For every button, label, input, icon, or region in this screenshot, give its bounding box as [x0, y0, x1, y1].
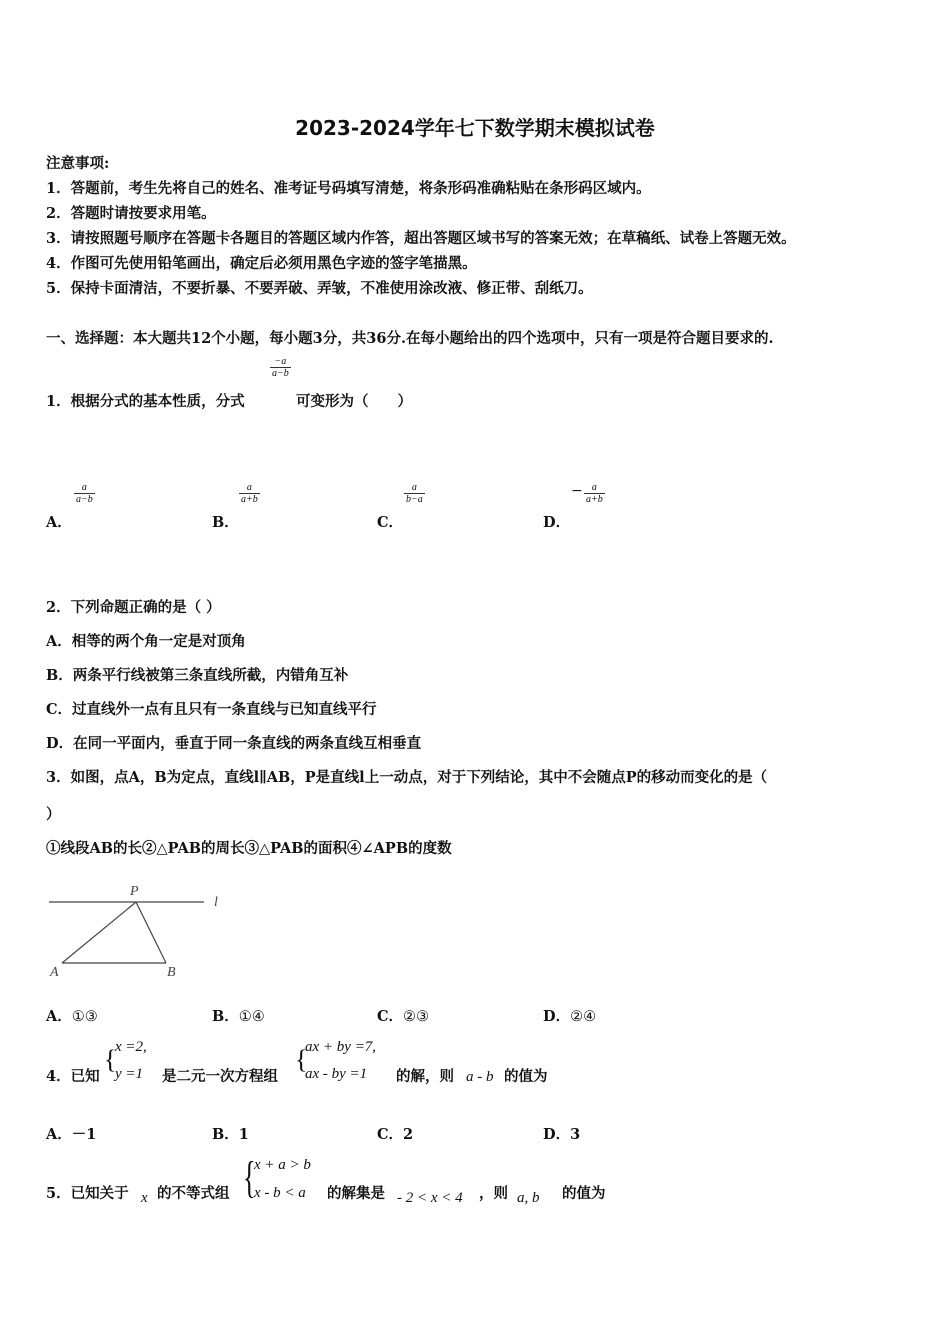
notice-item: 4．作图可先使用铅笔画出，确定后必须用黑色字迹的签字笔描黑。: [46, 255, 477, 272]
q1-option-c-fraction: a b−a: [406, 482, 423, 505]
segment-bp: [136, 902, 166, 963]
q5-system-line-2: x - b < a: [254, 1185, 306, 1201]
question-1-prefix: 1．根据分式的基本性质，分式: [46, 393, 245, 410]
question-3-items: ①线段AB的长②△PAB的周长③△PAB的面积④∠APB的度数: [46, 840, 452, 857]
q1-option-d-sign: −: [571, 483, 583, 499]
q1-option-d-label: D．: [543, 514, 571, 531]
q1-option-c-label: C．: [377, 514, 404, 531]
q3-option-a: A．①③: [46, 1008, 98, 1025]
question-3-figure: [44, 878, 234, 982]
q4-option-b: B．1: [212, 1126, 249, 1143]
q4-system-1-line-1: x =2,: [115, 1039, 147, 1055]
segment-ap: [62, 902, 136, 963]
question-1-fraction: −a a−b: [272, 356, 289, 379]
label-p: P: [130, 884, 139, 899]
label-b: B: [167, 965, 176, 980]
q4-option-a: A．－1: [46, 1126, 97, 1143]
q3-option-c: C．②③: [377, 1008, 430, 1025]
q4-expression: a - b: [466, 1069, 494, 1085]
question-3-stem-end: ）: [46, 806, 61, 823]
question-5-suffix-1: 的解集是: [327, 1185, 385, 1202]
q5-system-line-1: x + a > b: [254, 1157, 311, 1173]
q4-system-1-line-2: y =1: [115, 1066, 144, 1082]
label-l: l: [214, 895, 218, 910]
notice-item: 2．答题时请按要求用笔。: [46, 205, 216, 222]
question-4-middle: 是二元一次方程组: [162, 1068, 278, 1085]
q1-option-d-fraction: a a+b: [586, 482, 603, 505]
q4-option-d: D．3: [543, 1126, 581, 1143]
notice-item: 5．保持卡面清洁，不要折暴、不要弄破、弄皱，不准使用涂改液、修正带、刮纸刀。: [46, 280, 593, 297]
q5-variable: x: [141, 1190, 148, 1206]
question-3-stem: 3．如图，点A，B为定点，直线l∥AB，P是直线l上一动点，对于下列结论，其中不会随点P的移动而变化的是（: [46, 769, 768, 786]
q3-option-b: B．①④: [212, 1008, 265, 1025]
notice-item: 1．答题前，考生先将自己的姓名、准考证号码填写清楚，将条形码准确粘贴在条形码区域内。: [46, 180, 651, 197]
q3-option-d: D．②④: [543, 1008, 597, 1025]
question-5-middle: 的不等式组: [157, 1185, 230, 1202]
question-1-suffix: 可变形为（ ）: [296, 393, 412, 410]
q2-option-c: C．过直线外一点有且只有一条直线与已知直线平行: [46, 701, 377, 718]
label-a: A: [50, 965, 59, 980]
q5-variables: a, b: [517, 1190, 540, 1206]
left-brace-icon: {: [295, 1045, 308, 1074]
left-brace-icon: {: [104, 1045, 117, 1074]
q5-range: - 2 < x < 4: [397, 1190, 463, 1206]
left-brace-icon: {: [243, 1153, 256, 1202]
notice-heading: 注意事项:: [46, 155, 110, 172]
question-5-suffix-3: 的值为: [562, 1185, 606, 1202]
question-4-suffix-2: 的值为: [504, 1068, 548, 1085]
q4-system-2-line-1: ax + by =7,: [305, 1039, 377, 1055]
q1-option-b-fraction: a a+b: [241, 482, 258, 505]
section-heading: 一、选择题：本大题共12个小题，每小题3分，共36分.在每小题给出的四个选项中，只有一项是符合题目要求的.: [46, 330, 774, 347]
q4-system-2-line-2: ax - by =1: [305, 1066, 368, 1082]
q2-option-d: D．在同一平面内，垂直于同一条直线的两条直线互相垂直: [46, 735, 422, 752]
q1-option-b-label: B．: [212, 514, 239, 531]
q2-option-a: A．相等的两个角一定是对顶角: [46, 633, 246, 650]
question-4-suffix-1: 的解，则: [396, 1068, 454, 1085]
notice-item: 3．请按照题号顺序在答题卡各题目的答题区域内作答，超出答题区域书写的答案无效；在草稿纸、试卷上答题无效。: [46, 230, 796, 247]
question-4-prefix: 4．已知: [46, 1068, 100, 1085]
q2-option-b: B．两条平行线被第三条直线所截，内错角互补: [46, 667, 349, 684]
page-title: 2023-2024学年七下数学期末模拟试卷: [295, 116, 655, 140]
q1-option-a-label: A．: [46, 514, 72, 531]
q1-option-a-fraction: a a−b: [76, 482, 93, 505]
question-5-suffix-2: ，则: [479, 1185, 508, 1202]
q4-option-c: C．2: [377, 1126, 414, 1143]
question-2-stem: 2．下列命题正确的是（ ）: [46, 599, 221, 616]
question-5-prefix: 5．已知关于: [46, 1185, 129, 1202]
